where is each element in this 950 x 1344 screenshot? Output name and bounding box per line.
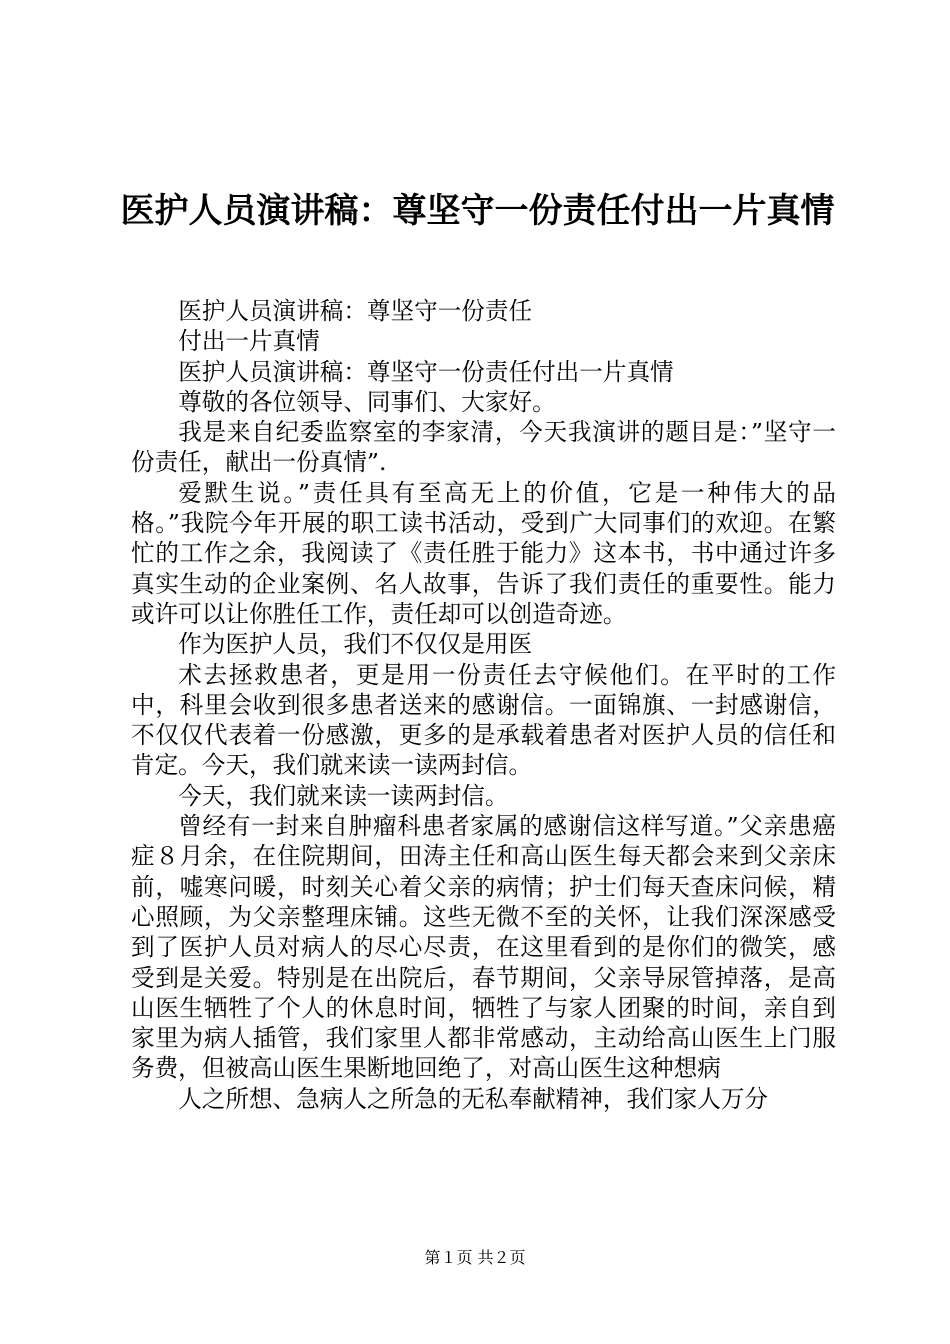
paragraph: 付出一片真情 — [178, 327, 320, 356]
document-body — [131, 296, 836, 1114]
document-title: 医护人员演讲稿：尊坚守一份责任付出一片真情 — [120, 191, 835, 231]
paragraph: 爱默生说。”责任具有至高无上的价值，它是一种伟大的品格。”我院今年开展的职工读书活动，受到广大同事们的欢迎。在繁忙的工作之余，我阅读了《责任胜于能力》这本书，书中通过许多真实生动的企业案例、名人故事，告诉了我们责任的重要性。能力或许可以让你胜任工作，责任却可以创造奇迹。 — [131, 478, 836, 628]
paragraph: 今天，我们就来读一读两封信。 — [178, 781, 509, 810]
paragraph: 术去拯救患者，更是用一份责任去守候他们。在平时的工作中，科里会收到很多患者送来的感谢信。一面锦旗、一封感谢信，不仅仅代表着一份感激，更多的是承载着患者对医护人员的信任和肯定。今天，我们就来读一读两封信。 — [131, 660, 836, 780]
paragraph: 医护人员演讲稿：尊坚守一份责任 — [178, 297, 533, 325]
paragraph: 曾经有一封来自肿瘤科患者家属的感谢信这样写道。”父亲患癌症８月余，在住院期间，田涛主任和高山医生每天都会来到父亲床前，嘘寒问暖，时刻关心着父亲的病情；护士们每天查床问候，精心照顾，为父亲整理床铺。这些无微不至的关怀，让我们深深感受到了医护人员对病人的尽心尽责，在这里看到的是你们的微笑，感受到是关爱。特别是在出院后，春节期间，父亲导尿管掉落，是高山医生牺牲了个人的休息时间，牺牲了与家人团聚的时间，亲自到家里为病人插管，我们家里人都非常感动，主动给高山医生上门服务费，但被高山医生果断地回绝了，对高山医生这种想病 — [131, 812, 836, 1083]
page-footer: 第１页 共２页 — [424, 1248, 526, 1267]
paragraph: 作为医护人员，我们不仅仅是用医 — [178, 630, 533, 659]
paragraph: 我是来自纪委监察室的李家清，今天我演讲的题目是：”坚守一份责任，献出一份真情”. — [131, 418, 836, 477]
paragraph: 医护人员演讲稿：尊坚守一份责任付出一片真情 — [178, 357, 674, 386]
paragraph: 人之所想、急病人之所急的无私奉献精神，我们家人万分 — [178, 1084, 769, 1113]
paragraph: 尊敬的各位领导、同事们、大家好。 — [178, 387, 556, 416]
